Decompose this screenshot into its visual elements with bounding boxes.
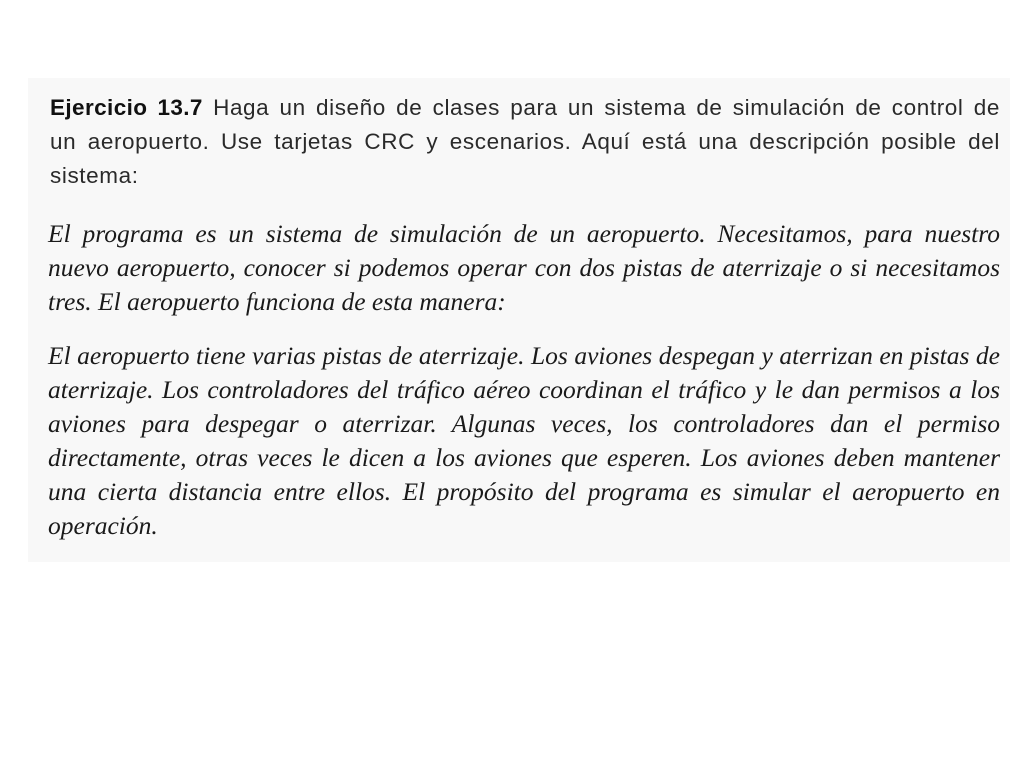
exercise-statement: [50, 91, 1000, 193]
exercise-label: Ejercicio 13.7: [50, 95, 203, 120]
exercise-text: Haga un diseño de clases para un sistema de simulación de control de un aeropuerto. Use tarjetas CRC y escenarios. Aquí está una descripción posible del sistema:: [50, 95, 1000, 188]
description-paragraph-2: El aeropuerto tiene varias pistas de aterrizaje. Los aviones despegan y aterrizan en pistas de aterrizaje. Los controladores del tráfico aéreo coordinan el tráfico y le dan permisos a los aviones para despegar o aterrizar. Algunas veces, los controladores dan el permiso directamente, otras veces le dicen a los aviones que esperen. Los aviones deben mantener una cierta distancia entre ellos. El propósito del programa es simular el aeropuerto en operación.: [48, 341, 1000, 540]
description-paragraph-1: El programa es un sistema de simulación de un aeropuerto. Necesitamos, para nuestro nuevo aeropuerto, conocer si podemos operar con dos pistas de aterrizaje o si necesitamos tres. El aeropuerto funciona de esta manera:: [48, 219, 1000, 316]
